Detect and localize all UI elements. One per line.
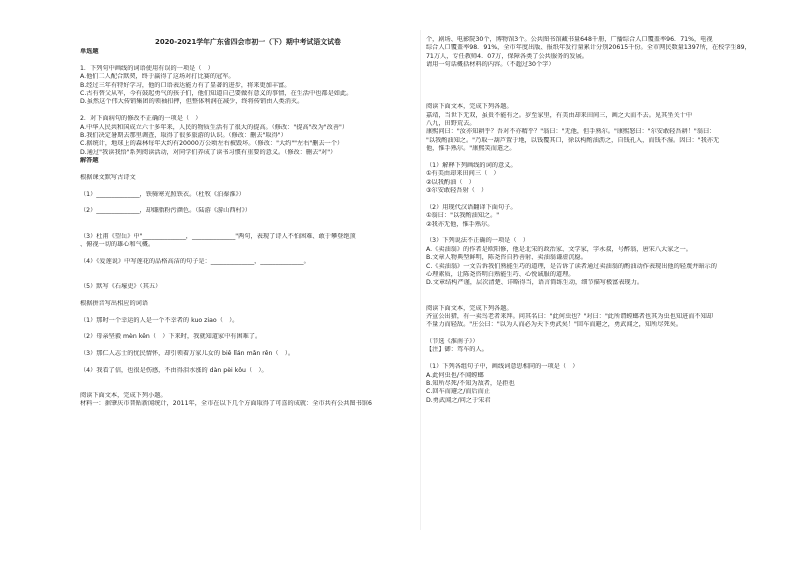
column-divider	[420, 30, 421, 530]
text-line: 根据拼音写出相应的词语	[80, 299, 149, 307]
text-line: C.古有替父从军，今有鼓起勇气的孩子们，他们知道自己要做有意义的事情，在生活中也都是如此。	[80, 89, 353, 97]
text-line: 、俯视一切的雄心和气概。	[80, 240, 155, 248]
text-line: A.《卖油翁》的作者是欧阳修，他是北宋的政治家、文学家，字永叔，号醉翁，唐宋八大家之一。	[426, 245, 692, 253]
text-line: （节选《淮南子》）	[426, 338, 479, 346]
text-line	[80, 224, 416, 232]
text-line: （4）我看了信，也很是伤感，不由得泪水涨的 dàn pèi kǒu（ ）。	[80, 366, 268, 374]
text-line	[426, 330, 780, 338]
text-line	[426, 195, 780, 203]
text-line: 71万人，专任教师4．07万，保障各类了公共服务的发展。	[426, 52, 588, 60]
text-line: D.通过"我读我悟"系列阅读活动，对同学们养成了读书习惯有重要的意义。（修改：删去"对"）	[80, 148, 337, 156]
text-line: A.中华人民共和国成立六十多年来，人民的物质生活有了很大的提高。（修改："提高"改为"改善"）	[80, 123, 349, 131]
text-line: 综合人口覆盖率98．91%，全市年度出版、报纸年发行量累计分别20615千份。全市网民数量1397所，在校学生89，	[426, 44, 751, 52]
text-line	[80, 216, 416, 224]
text-line: A.此何虫也/不闻螳螂	[426, 371, 484, 379]
text-line	[426, 153, 780, 161]
text-line: （1）那时一个幸运的人是一个不幸者的 kuo ziao（ ）。	[80, 316, 239, 324]
text-line	[426, 296, 780, 304]
text-line	[426, 78, 780, 86]
text-line: 嘉靖，当世下无双，虽贵不能有之。岁至家里，有美由却来田间三，画之大而不去。见其坐关十中	[426, 111, 693, 119]
text-line	[80, 384, 416, 392]
text-line: （2）______________，却嫌脂粉污颜色。（陆游《游山西村》）	[80, 207, 251, 215]
text-line: ③尔安敢轻吾射（ ）	[426, 187, 488, 195]
text-line: （5）默写《石壕吏》（其五）	[80, 282, 162, 290]
text-line	[426, 95, 780, 103]
text-line	[80, 291, 416, 299]
text-line	[80, 56, 416, 64]
text-line: 1．下列句中画线的词语使用有误的一项是（ ）	[80, 64, 214, 72]
text-line: D.虽然这个伟大传销集团的领袖扣押，但整体利润在减少，终将传销由人类消灭。	[80, 98, 304, 106]
text-line: 请用一句话概括材料的内容。（不超过30个字）	[426, 61, 555, 69]
text-line: 阅读下面文本，完成下列各题。	[426, 304, 513, 312]
text-line: ②我亦无他，惟手熟尔。	[426, 220, 494, 228]
text-line	[80, 375, 416, 383]
text-line: 个，剧场、电影院30个，博物馆3个。公共图书馆藏书量648千册，广播综合人口覆盖率96．71%，电视	[426, 36, 713, 43]
text-line: 2．对下面病句的修改不正确的一项是（ ）	[80, 115, 202, 123]
text-line: （2）母亲坚毅 mèn kěn（ ）下来时，我就知道家中有困难了。	[80, 333, 262, 341]
text-line: A.他们二人配合默契，终于赢得了这场对打比赛的冠军。	[80, 73, 235, 81]
text-line	[426, 229, 780, 237]
text-line: 【注】御：驾车的人。	[426, 346, 488, 354]
text-line: 齐宣公出猎，有一卖鸟老者来拜。问其名曰："此何虫也？"对曰："此所谓螳螂者也其为虫也知进而不知却	[426, 312, 713, 320]
text-line: ②以我酌油（ ）	[426, 178, 475, 186]
text-line: B.我们决定暑期去那里调查，取得了很多旅游的认识。（修改：删去"取得"）	[80, 131, 287, 139]
text-line	[80, 165, 416, 173]
text-line: 材料一：据肇庆市普贴新闻统计，2011年，全市在以下几个方面取得了可喜的成就：全市共有公共图书馆6	[80, 400, 372, 408]
text-line: （3）那仁人志士的忧民情怀，却引领着万家儿女的 biě lǐán mǎn rěn（ ）。	[80, 350, 295, 358]
text-line: 康熙问曰："汝亦知耕乎？吾对不亦精乎？"翁曰："无他，但手熟尔。"康熙怒曰："尔安敢轻吾耕！"翁曰：	[426, 128, 716, 136]
text-line: （1）下列各组句子中，画线词意思相同的一项是（ ）	[426, 363, 579, 371]
text-line: 阅读下面文本，完成下列小题。	[80, 392, 167, 400]
page-title: 2020-2021学年广东省四会市初一（下）期中考试语文试卷	[155, 38, 341, 46]
text-line: （3）杜甫《望岳》中"______________，______________"两句，表现了诗人不怕困难、敢于攀登绝顶	[80, 232, 356, 240]
text-line: 阅读下面文本，完成下列各题。	[426, 103, 513, 111]
text-line	[80, 342, 416, 350]
text-line: （3）下列说法不正确的一项是（ ）	[426, 237, 529, 245]
text-line	[80, 308, 416, 316]
text-line: ①有美由却来田间三（ ）	[426, 170, 500, 178]
text-line: 他，惟手熟尔。"康熙笑而遣之。	[426, 145, 516, 153]
text-line: D.文章结构严谨，层次清楚、详略得当，语言简练生动，细节描写极富表现力。	[426, 279, 644, 287]
text-line	[80, 275, 416, 283]
text-line	[80, 249, 416, 257]
text-line: D.勇武闻之/问之于宋君	[426, 396, 491, 404]
text-line	[426, 86, 780, 94]
text-line: B.文章人物典型鲜明，陈尧咨自矜善射、卖油翁谦虚沉稳。	[426, 254, 587, 262]
text-line: 八九，田野荒去。	[426, 119, 476, 127]
text-line: C.据统计，地球上的森林每年大约有20000万公顷左右被毁坏。（修改："大约""左右"删去一个）	[80, 140, 344, 148]
text-line	[426, 288, 780, 296]
text-line	[426, 70, 780, 78]
text-line	[80, 199, 416, 207]
section-heading: 解答题	[80, 157, 99, 165]
text-line	[426, 355, 780, 363]
text-line: C.《卖油翁》一文告诉我们熟能生巧的道理，是告诉了读者通过卖油翁的酌油动作表现出他的轻蔑并暗示的	[426, 262, 717, 270]
text-line: 心理素质，让陈尧咨明白熟能生巧、心悦诚服的道理。	[426, 270, 575, 278]
text-line: C.回车而避之/而后而止	[426, 388, 491, 396]
right-column	[426, 36, 780, 405]
text-line	[80, 182, 416, 190]
text-line	[80, 266, 416, 274]
text-line	[80, 325, 416, 333]
text-line: （4）《爱莲说》中写莲花的品格高洁的句子是：______________，______________。	[80, 257, 310, 265]
left-column	[80, 48, 416, 409]
text-line: 根据课文默写古诗文	[80, 173, 136, 181]
text-line	[80, 107, 416, 115]
text-line: B.经过三年有特好学习，他的口语表达能力有了显著的进步，将来更加丰富。	[80, 81, 291, 89]
text-line: （1）解释下列画线的词的意义。	[426, 161, 517, 169]
section-heading: 单选题	[80, 48, 99, 55]
text-line: （2）用现代汉语翻译下面句子。	[426, 203, 517, 211]
text-line: ①翁曰："以我酌油知之。"	[426, 212, 500, 220]
text-line	[80, 358, 416, 366]
text-line: B.知所尽死/不知为敌者，是拒也	[426, 380, 515, 388]
text-line: "以我酌油知之。"乃取一葫芦置于地，以钱覆其口，徐以构酌油沥之，自钱孔入，而钱不湿。因曰："我亦无	[426, 136, 720, 144]
text-line: （1）______________，铁骑寒光照铁衣。（杜牧《泊秦淮》）	[80, 190, 245, 198]
text-line: 不量力而轻敌。"庄公曰："以为人而必为天下勇武矣！"回车而避之，勇武闻之，知所尽死矣。	[426, 321, 683, 329]
